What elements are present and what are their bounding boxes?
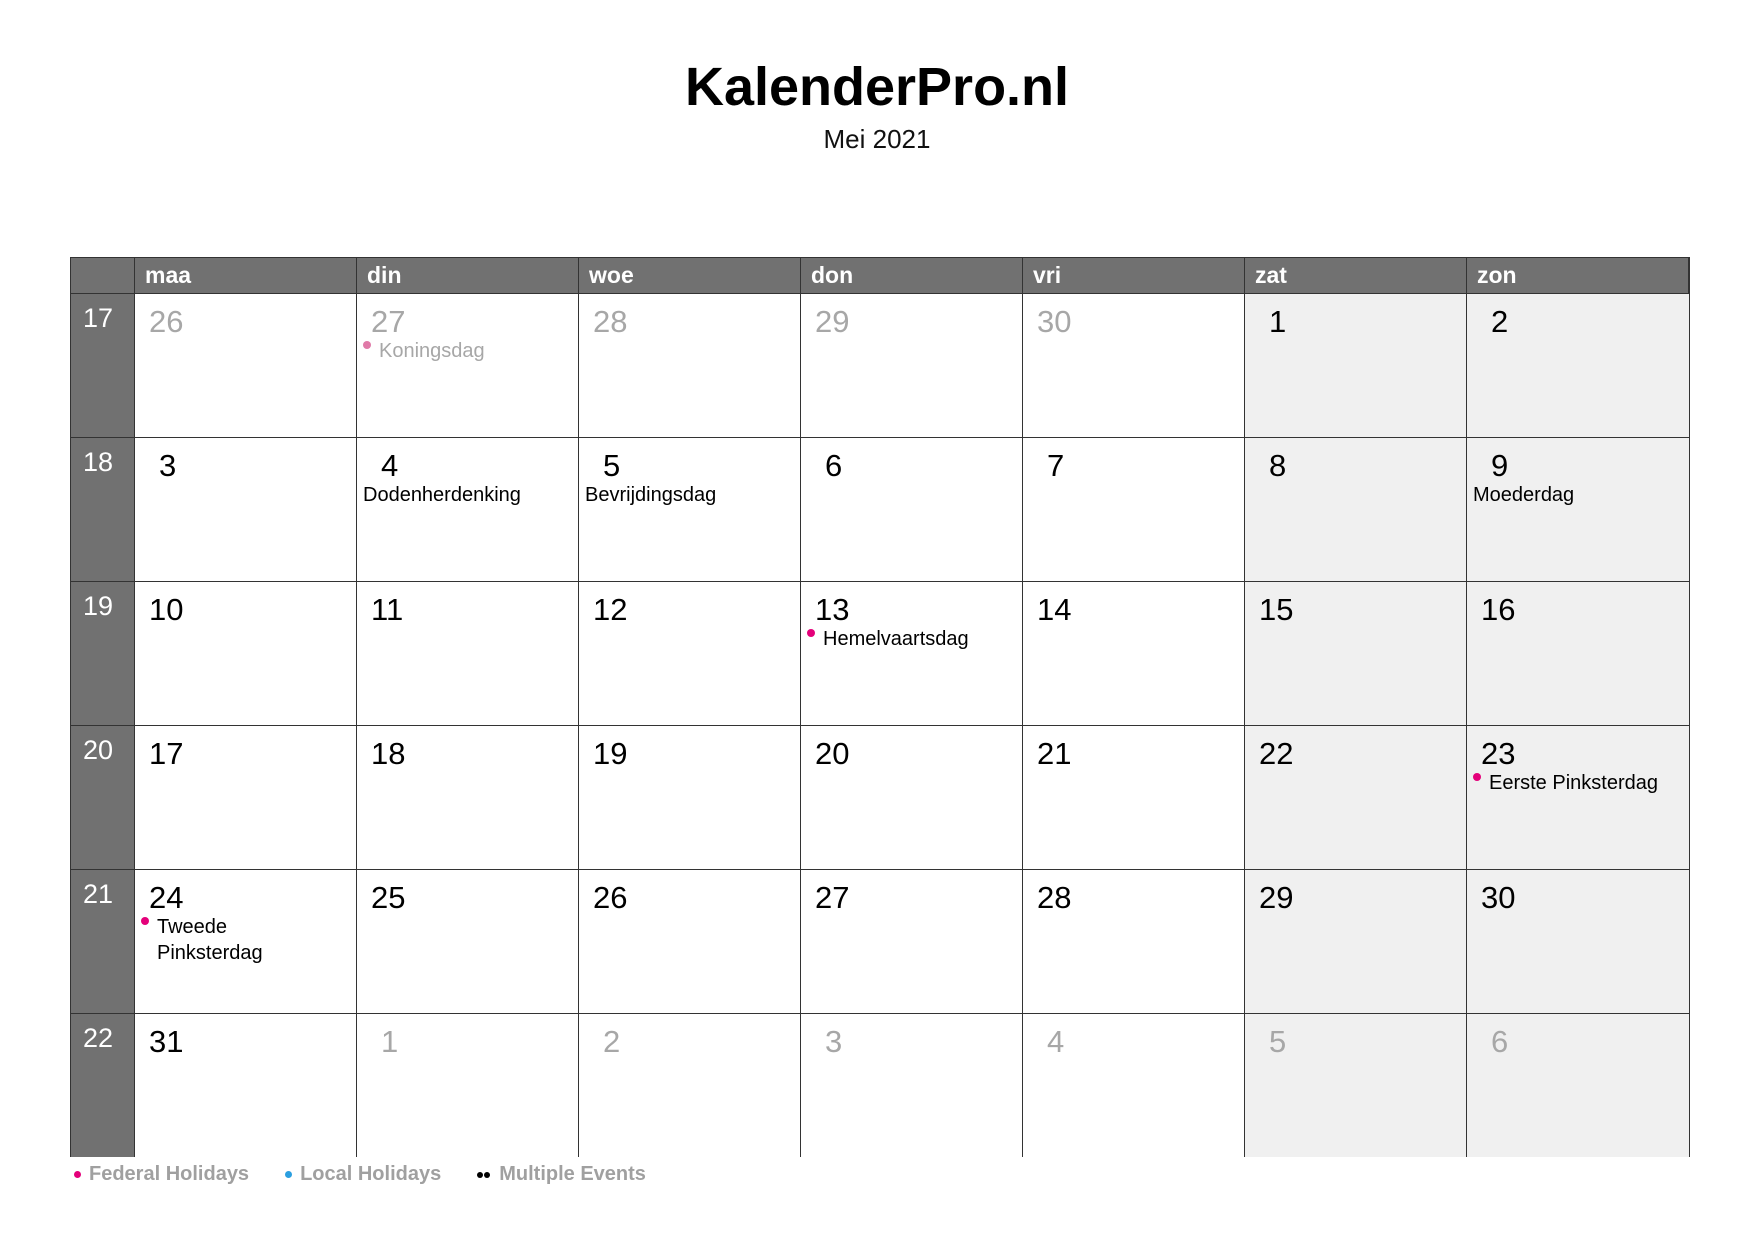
day-cell[interactable] — [1467, 869, 1689, 1013]
day-number: 28 — [593, 304, 628, 339]
day-cell[interactable] — [1467, 581, 1689, 725]
week-column-header — [71, 258, 135, 293]
day-cell[interactable] — [135, 725, 357, 869]
day-cell[interactable] — [1245, 1013, 1467, 1157]
local-dot-icon — [285, 1171, 292, 1178]
day-number: 26 — [149, 304, 184, 339]
event-label: Bevrijdingsdag — [585, 484, 717, 506]
day-number: 5 — [603, 448, 621, 483]
day-cell[interactable] — [135, 293, 357, 437]
day-number: 24 — [149, 880, 184, 915]
event-label: Dodenherdenking — [363, 484, 521, 506]
day-cell[interactable] — [357, 293, 579, 437]
weekday-header-mon: maa — [135, 258, 357, 293]
weekday-header-wed: woe — [579, 258, 801, 293]
legend-multiple — [477, 1163, 646, 1186]
day-number: 2 — [1491, 304, 1509, 339]
day-cell[interactable] — [1245, 725, 1467, 869]
day-number: 18 — [371, 736, 406, 771]
day-number: 19 — [593, 736, 628, 771]
month-subtitle: Mei 2021 — [823, 124, 931, 154]
event-label: Koningsdag — [379, 340, 485, 362]
weekday-header-thu: don — [801, 258, 1023, 293]
day-number: 8 — [1269, 448, 1287, 483]
weekday-header-sat: zat — [1245, 258, 1467, 293]
day-cell[interactable] — [135, 437, 357, 581]
day-number: 17 — [149, 736, 184, 771]
day-cell[interactable] — [357, 437, 579, 581]
day-cell[interactable] — [579, 437, 801, 581]
day-number: 3 — [159, 448, 177, 483]
day-cell[interactable] — [1023, 869, 1245, 1013]
day-number: 11 — [371, 592, 404, 627]
week-number: 21 — [71, 869, 135, 1013]
day-number: 26 — [593, 880, 628, 915]
day-number: 12 — [593, 592, 628, 627]
holiday-dot-icon — [1473, 773, 1481, 781]
legend-federal-label: Federal Holidays — [89, 1163, 250, 1185]
day-number: 20 — [815, 736, 850, 771]
legend-multiple-label: Multiple Events — [499, 1163, 646, 1185]
day-cell[interactable] — [1245, 869, 1467, 1013]
week-number: 20 — [71, 725, 135, 869]
day-number: 4 — [381, 448, 399, 483]
event-label: Moederdag — [1473, 484, 1575, 506]
week-number: 17 — [71, 293, 135, 437]
day-number: 2 — [603, 1024, 621, 1059]
day-number: 28 — [1037, 880, 1072, 915]
day-number: 1 — [381, 1024, 399, 1059]
day-number: 3 — [825, 1024, 843, 1059]
day-cell[interactable] — [801, 869, 1023, 1013]
day-number: 6 — [1491, 1024, 1509, 1059]
holiday-dot-icon — [363, 341, 371, 349]
federal-dot-icon — [74, 1171, 81, 1178]
day-number: 7 — [1047, 448, 1065, 483]
day-number: 27 — [371, 304, 406, 339]
day-cell[interactable] — [357, 725, 579, 869]
day-cell[interactable] — [1245, 437, 1467, 581]
day-number: 27 — [815, 880, 850, 915]
day-cell[interactable] — [579, 869, 801, 1013]
legend-federal — [74, 1163, 249, 1186]
day-number: 21 — [1037, 736, 1072, 771]
day-cell[interactable] — [579, 581, 801, 725]
event-label: Tweede Pinksterdag — [157, 916, 263, 964]
day-cell[interactable] — [135, 1013, 357, 1157]
day-number: 30 — [1481, 880, 1516, 915]
day-cell[interactable] — [1023, 725, 1245, 869]
day-number: 10 — [149, 592, 184, 627]
legend-local-label: Local Holidays — [300, 1163, 442, 1185]
day-cell[interactable] — [357, 1013, 579, 1157]
day-cell[interactable] — [1023, 1013, 1245, 1157]
day-cell[interactable] — [1245, 293, 1467, 437]
day-cell[interactable] — [579, 293, 801, 437]
day-cell[interactable] — [801, 437, 1023, 581]
day-cell[interactable] — [801, 1013, 1023, 1157]
holiday-dot-icon — [807, 629, 815, 637]
day-number: 22 — [1259, 736, 1294, 771]
day-cell[interactable] — [357, 581, 579, 725]
day-cell[interactable] — [801, 293, 1023, 437]
day-cell[interactable] — [801, 581, 1023, 725]
week-number: 22 — [71, 1013, 135, 1157]
week-number: 18 — [71, 437, 135, 581]
day-number: 4 — [1047, 1024, 1065, 1059]
event-label: Eerste Pinksterdag — [1489, 772, 1658, 794]
day-number: 1 — [1269, 304, 1287, 339]
legend — [74, 1163, 682, 1186]
holiday-dot-icon — [141, 917, 149, 925]
weekday-header-sun: zon — [1467, 258, 1689, 293]
multiple-dots-icon — [477, 1172, 491, 1178]
day-cell[interactable] — [801, 725, 1023, 869]
day-number: 29 — [815, 304, 850, 339]
day-cell[interactable] — [357, 869, 579, 1013]
day-cell[interactable] — [135, 581, 357, 725]
day-number: 9 — [1491, 448, 1509, 483]
weekday-header-tue: din — [357, 258, 579, 293]
event-label: Hemelvaartsdag — [823, 628, 969, 650]
day-cell[interactable] — [1023, 293, 1245, 437]
day-number: 29 — [1259, 880, 1294, 915]
day-number: 30 — [1037, 304, 1072, 339]
day-number: 25 — [371, 880, 406, 915]
day-cell[interactable] — [135, 869, 357, 1013]
day-cell[interactable] — [579, 1013, 801, 1157]
day-number: 6 — [825, 448, 843, 483]
week-number: 19 — [71, 581, 135, 725]
legend-local — [285, 1163, 441, 1186]
day-number: 16 — [1481, 592, 1516, 627]
day-number: 14 — [1037, 592, 1072, 627]
day-number: 5 — [1269, 1024, 1287, 1059]
day-cell[interactable] — [1467, 293, 1689, 437]
day-number: 15 — [1259, 592, 1294, 627]
weekday-header-fri: vri — [1023, 258, 1245, 293]
page-title: KalenderPro.nl — [684, 57, 1070, 117]
day-number: 23 — [1481, 736, 1516, 771]
day-cell[interactable] — [579, 725, 801, 869]
day-cell[interactable] — [1023, 581, 1245, 725]
day-number: 13 — [815, 592, 850, 627]
day-cell[interactable] — [1467, 437, 1689, 581]
calendar-grid — [70, 257, 1690, 1157]
day-cell[interactable] — [1467, 725, 1689, 869]
day-cell[interactable] — [1467, 1013, 1689, 1157]
day-cell[interactable] — [1023, 437, 1245, 581]
day-cell[interactable] — [1245, 581, 1467, 725]
day-number: 31 — [149, 1024, 184, 1059]
